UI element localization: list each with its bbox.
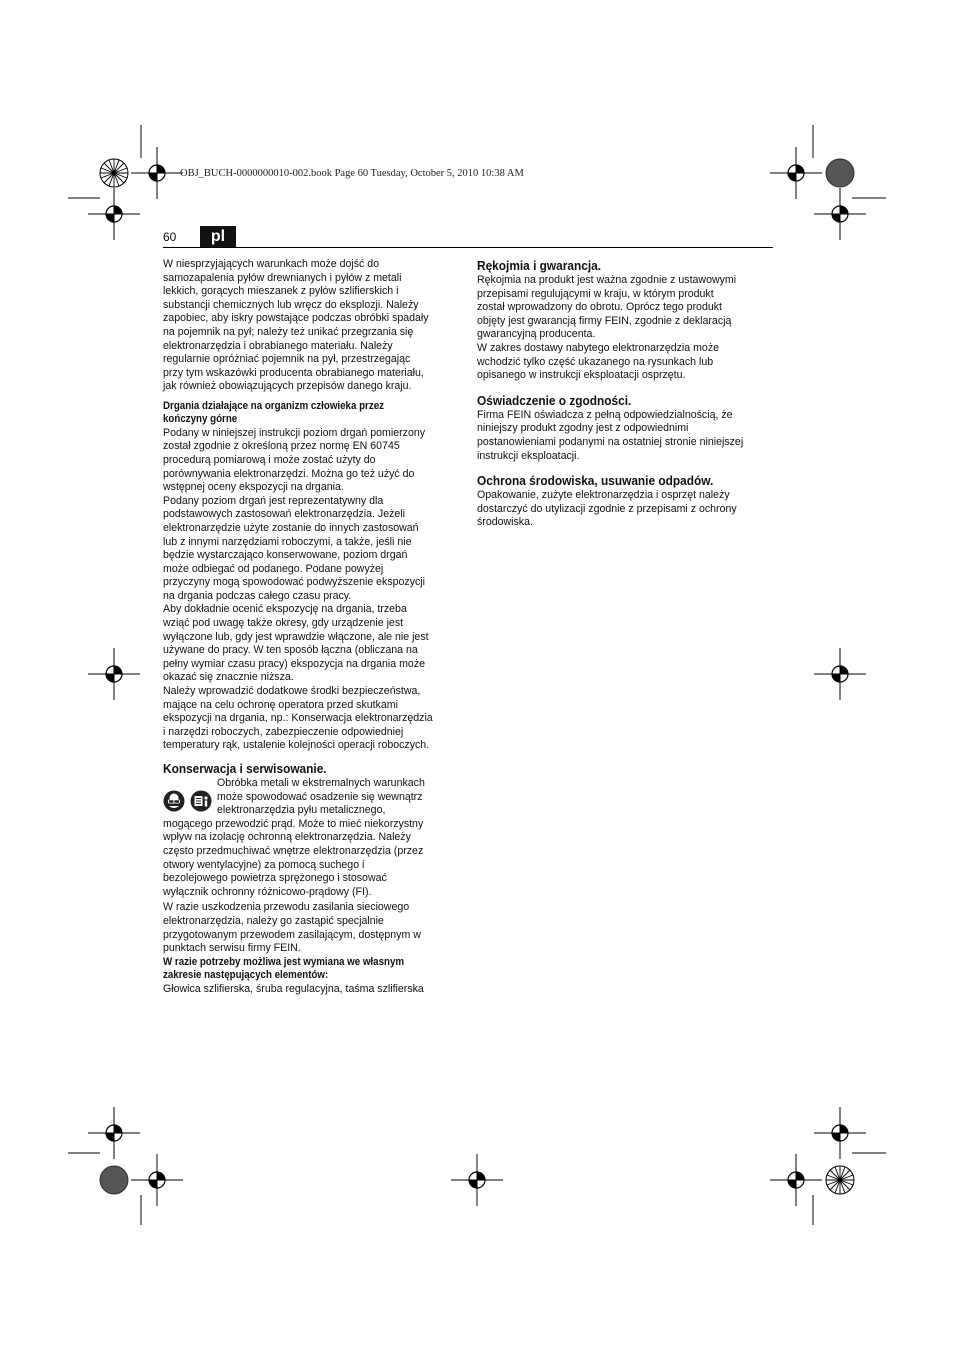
safety-icons: [163, 790, 213, 812]
bottom-right-marks: [770, 1107, 886, 1225]
mid-right-mark: [814, 648, 866, 700]
parts-list: Głowica szlifierska, śruba regulacyjna, taśma szlifierska: [163, 982, 424, 995]
conformity-heading: Oświadczenie o zgodności.: [477, 392, 632, 408]
warranty-paragraph-2: W zakres dostawy nabytego elektronarzędzia może wchodzić tylko część ukazanego na rysunkach lub opisanego w instrukcji eksploatacji osprzętu.: [477, 341, 720, 382]
top-left-marks: [68, 125, 183, 240]
maintenance-paragraph-1-rest: mogącego przewodzić prąd. Może to mieć niekorzystny wpływ na izolację ochronną elektronarzędzia. Należy często przedmuchiwać wnętrze elektronarzędzia (przez otwory wentylacyjne) za pomocą suchego i bezolejowego powietrza sprężonego i stosować wyłącznik ochronny różnicowo-prądowy (FI).: [163, 817, 424, 898]
intro-paragraph: W niesprzyjających warunkach może dojść do samozapalenia pyłów drewnianych i pyłów z metali lekkich, gorących mieszanek z pyłów szlifierskich i substancji chemicznych lub wręcz do eksplozji. Należy zapobiec, aby iskry powstające podczas obróbki spadały na pojemnik na pył; należy też unikać przegrzania się elektronarzędzia i obrabianego materiału. Należy regularnie opróżniać pojemnik na pył, przestrzegając przy tym wskazówki producenta obrabianego materiału, jak również obowiązujących przepisów danego kraju.: [163, 258, 429, 393]
print-slug: OBJ_BUCH-0000000010-002.book Page 60 Tuesday, October 5, 2010 10:38 AM: [180, 168, 524, 179]
warranty-heading: Rękojmia i gwarancja.: [477, 258, 602, 273]
parts-heading: W razie potrzeby możliwa jest wymiana we własnym zakresie następujących elementów:: [163, 955, 405, 982]
maintenance-paragraph-1-top: Obróbka metali w ekstremalnych warunkach może spowodować osadzenie się wewnątrz elektronarzędzia pyłu metalicznego,: [217, 777, 425, 817]
vibration-paragraph-1: Podany w niniejszej instrukcji poziom drgań pomierzony został zgodnie z określoną przez normę EN 60745 procedurą pomiarową i może zostać użyty do porównywania elektronarzędzi. Można go też użyć do wstępnej oceny ekspozycji na drgania.: [163, 426, 426, 494]
language-badge: pl: [200, 226, 236, 247]
vibration-paragraph-3: Aby dokładnie ocenić ekspozycję na drgania, trzeba wziąć pod uwagę także okresy, gdy urządzenie jest wyłączone lub, gdy jest wprawdzie włączone, ale nie jest używane do pracy. W ten sposób łączna (obliczana na pełny wymiar czasu pracy) ekspozycja na drgania może okazać się znacznie niższa.: [163, 603, 429, 684]
mid-left-mark: [88, 648, 140, 700]
bottom-left-marks: [68, 1107, 183, 1225]
environment-paragraph: Opakowanie, zużyte elektronarzędzia i osprzęt należy dostarczyć do utylizacji zgodnie z przepisami z ochrony środowiska.: [477, 489, 737, 529]
maintenance-heading: Konserwacja i serwisowanie.: [163, 761, 327, 776]
warranty-paragraph-1: Rękojmia na produkt jest ważna zgodnie z ustawowymi przepisami regulującymi w kraju, w którym produkt został wprowadzony do obrotu. Oprócz tego produkt objęty jest gwarancją firmy FEIN, zgodnie z deklaracją gwarancyjną producenta.: [477, 274, 737, 341]
top-right-marks: [770, 125, 886, 240]
conformity-paragraph: Firma FEIN oświadcza z pełną odpowiedzialnością, że niniejszy produkt zgodny jest z odpowiednimi postanowieniami podanymi na ostatniej stronie niniejszej instrukcji eksploatacji.: [477, 408, 744, 462]
page-number: 60: [163, 230, 177, 244]
header-rule: [163, 247, 773, 248]
bottom-center-mark: [451, 1154, 503, 1206]
right-column: [477, 258, 773, 530]
manual-instruction-icon: [190, 790, 212, 812]
eye-protection-icon: [163, 790, 185, 812]
left-column: [163, 258, 459, 996]
vibration-paragraph-4: Należy wprowadzić dodatkowe środki bezpieczeństwa, mające na celu ochronę operatora przed skutkami ekspozycji na drgania, np.: Konserwacja elektronarzędzia i narzędzi roboczych, zabezpieczenie odpowiedniej temperatury rąk, ustalenie kolejności operacji roboczych.: [163, 685, 433, 752]
environment-heading: Ochrona środowiska, usuwanie odpadów.: [477, 473, 714, 489]
vibration-heading: Drgania działające na organizm człowieka przez kończyny górne: [163, 399, 385, 426]
vibration-paragraph-2: Podany poziom drgań jest reprezentatywny dla podstawowych zastosowań elektronarzędzia. Jeżeli elektronarzędzie użyte zostanie do innych zastosowań lub z innymi narzędziami roboczymi, a także, jeśli nie będzie wystarczająco konserwowane, poziom drgań może odbiegać od podanego. Podane powyżej przyczyny mogą spowodować podwyższenie ekspozycji na drgania podczas całego czasu pracy.: [163, 494, 426, 602]
maintenance-paragraph-2: W razie uszkodzenia przewodu zasilania sieciowego elektronarzędzia, należy go zastąpić specjalnie przygotowanym przewodem zasilającym, dostępnym w punktach serwisu firmy FEIN.: [163, 901, 421, 955]
